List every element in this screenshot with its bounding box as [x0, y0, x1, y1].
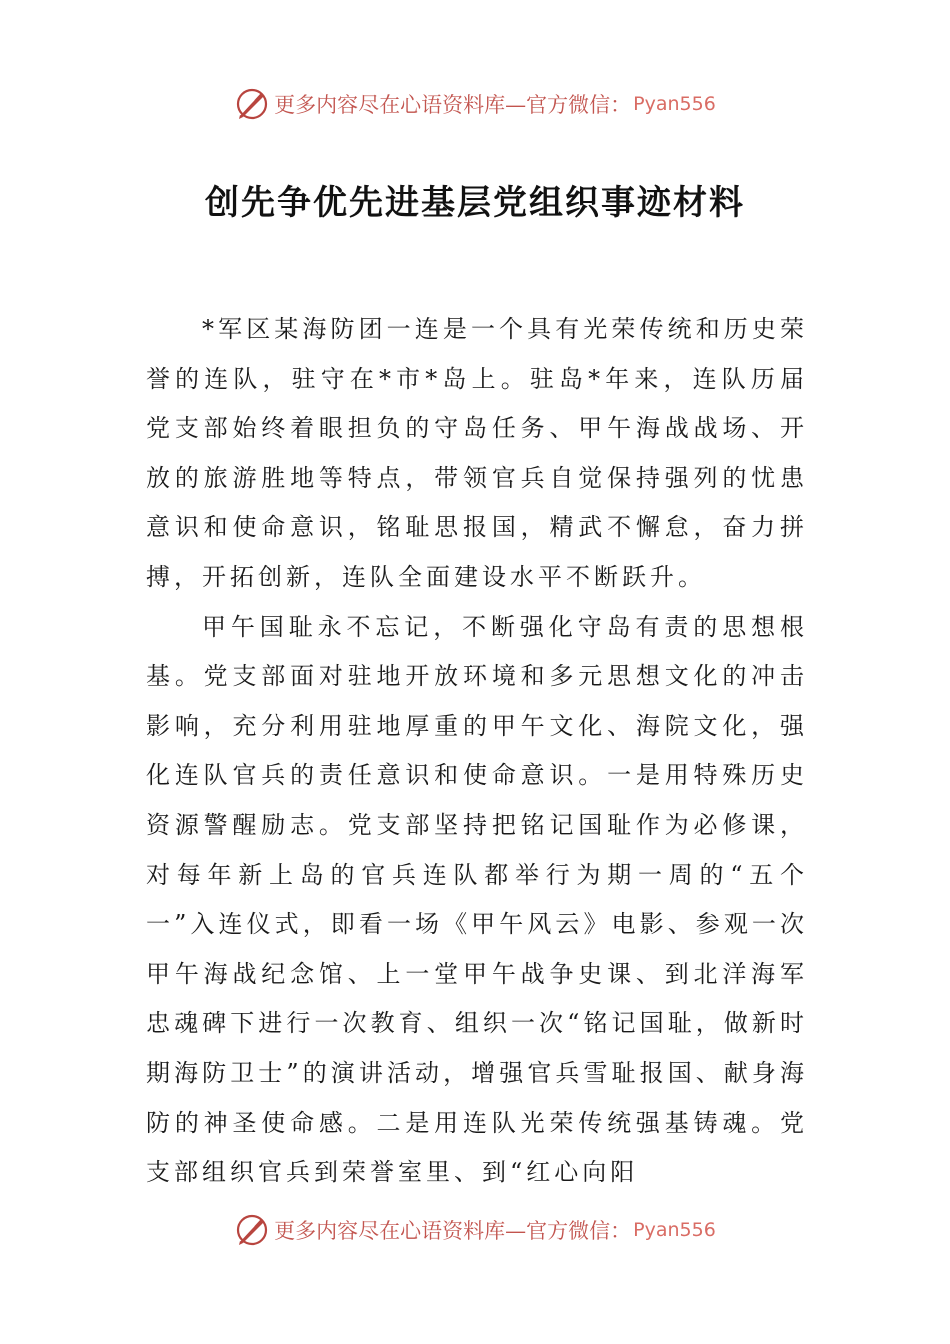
- paragraph: 甲午国耻永不忘记，不断强化守岛有责的思想根基。党支部面对驻地开放环境和多元思想文化的冲击影响，充分利用驻地厚重的甲午文化、海院文化，强化连队官兵的责任意识和使命意识。一是用特殊历史资源警醒励志。党支部坚持把铭记国耻作为必修课，对每年新上岛的官兵连队都举行为期一周的“五个一”入连仪式，即看一场《甲午风云》电影、参观一次甲午海战纪念馆、上一堂甲午战争史课、到北洋海军忠魂碑下进行一次教育、组织一次“铭记国耻，做新时期海防卫士”的演讲活动，增强官兵雪耻报国、献身海防的神圣使命感。二是用连队光荣传统强基铸魂。党支部组织官兵到荣誉室里、到“红心向阳: [146, 612, 808, 1187]
- quill-pen-logo-icon: [234, 1212, 270, 1248]
- document-title: 创先争优先进基层党组织事迹材料: [205, 183, 745, 223]
- paragraph: *军区某海防团一连是一个具有光荣传统和历史荣誉的连队，驻守在*市*岛上。驻岛*年来，连队历届党支部始终着眼担负的守岛任务、甲午海战战场、开放的旅游胜地等特点，带领官兵自觉保持强列的忧患意识和使命意识，铭耻思报国，精武不懈怠，奋力拼搏，开拓创新，连队全面建设水平不断跃升。: [146, 315, 808, 591]
- header-banner: [0, 82, 950, 126]
- document-body: [146, 305, 808, 1198]
- footer-banner: [0, 1208, 950, 1252]
- quill-pen-logo-icon: [234, 86, 270, 122]
- banner-text: 更多内容尽在心语资料库—官方微信：: [274, 1219, 632, 1243]
- wechat-id: Pyan556: [633, 1219, 716, 1241]
- banner-text: 更多内容尽在心语资料库—官方微信：: [274, 93, 632, 117]
- wechat-id: Pyan556: [633, 93, 716, 115]
